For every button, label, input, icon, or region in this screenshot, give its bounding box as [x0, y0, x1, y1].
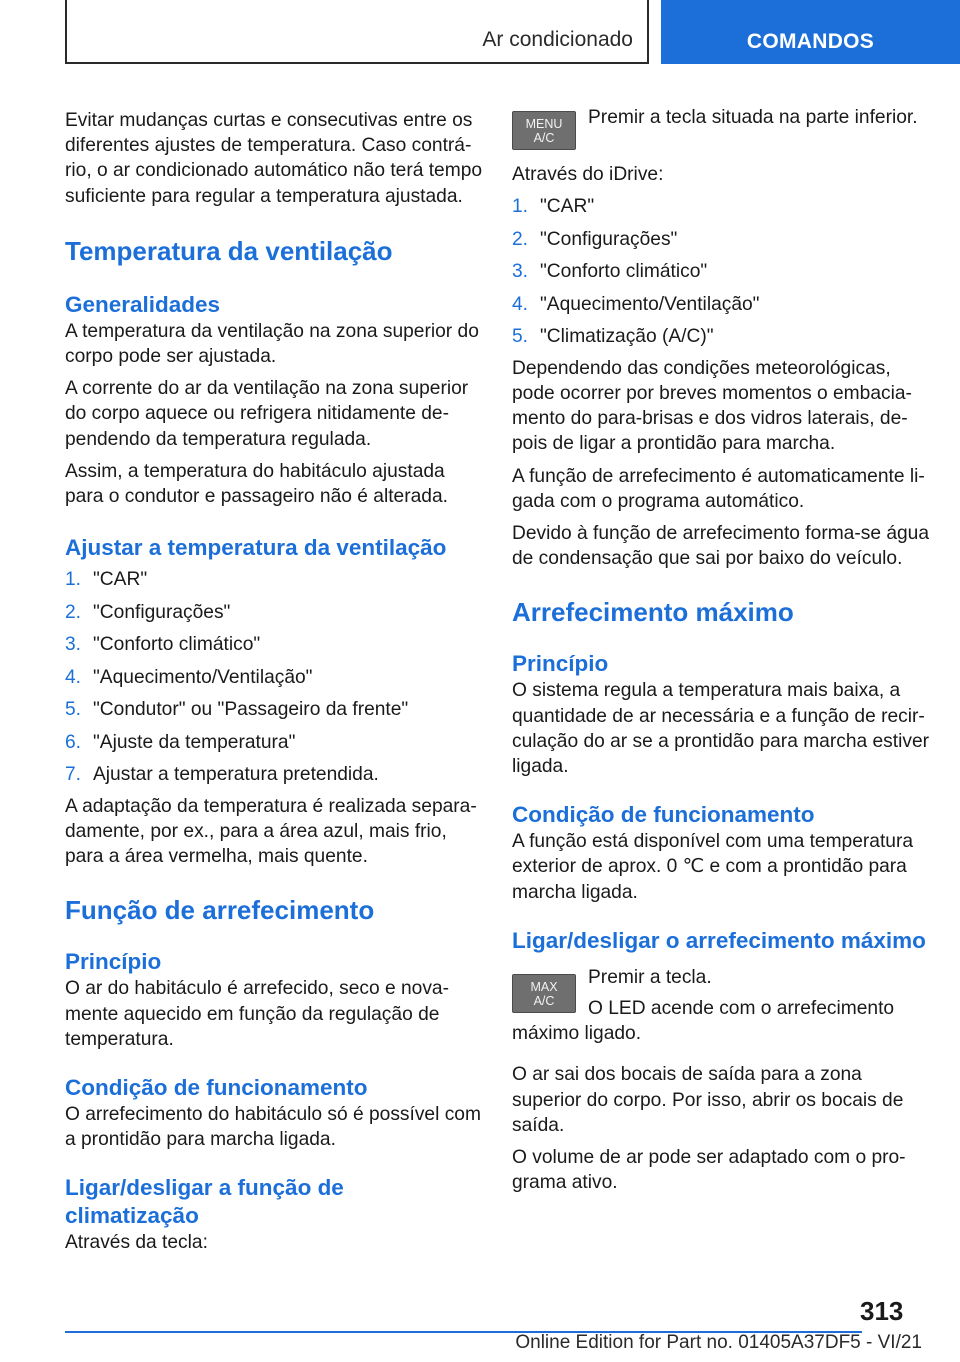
- list-item: 2. "Configurações": [512, 228, 678, 250]
- heading-condicao-max: Condição de funcionamento: [512, 802, 815, 828]
- heading-principio-max: Princípio: [512, 651, 609, 677]
- list-item: 1. "CAR": [512, 196, 595, 218]
- menu-ac-key-text: Premir a tecla situada na parte inferior.: [588, 107, 918, 128]
- list-item: 3. "Conforto climático": [65, 634, 261, 656]
- heading-generalidades: Generalidades: [65, 291, 221, 317]
- list-item: 4. "Aquecimento/Ventilação": [65, 666, 313, 688]
- heading-principio: Princípio: [65, 949, 162, 975]
- condicao-max-paragraph: A função está disponível com uma temperatura exterior de aprox. 0 ℃ e com a prontidão para marcha ligada.: [512, 831, 914, 903]
- list-item: 6. "Ajuste da temperatura": [65, 731, 296, 753]
- heading-arrefecimento-maximo: Arrefecimento máximo: [512, 597, 794, 628]
- heading-temperatura-ventilacao: Temperatura da ventilação: [65, 235, 393, 266]
- list-item: 2. "Configurações": [65, 601, 231, 623]
- left-column: [65, 100, 483, 1256]
- menu-ac-key-row: [512, 105, 930, 157]
- heading-ligar-max: Ligar/desligar o arrefecimento máximo: [512, 927, 926, 953]
- heading-condicao-funcionamento: Condição de funcionamento: [65, 1074, 368, 1100]
- max-ac-button-icon: MAX A/C: [512, 974, 576, 1013]
- generalidades-p2: A corrente do ar da ventilação na zona superior do corpo aquece ou refrigera nitidamente de- pendendo da temperatura regulada.: [65, 378, 469, 450]
- page-number: 313: [860, 1296, 904, 1326]
- header-section-tab: [65, 0, 649, 64]
- list-item: 5. "Climatização (A/C)": [512, 326, 714, 348]
- list-item: 4. "Aquecimento/Ventilação": [512, 293, 760, 315]
- chapter-title: COMANDOS: [746, 30, 875, 53]
- intro-paragraph: Evitar mudanças curtas e consecutivas entre os diferentes ajustes de temperatura. Caso contrá- rio, o ar condicionado automático não terá tempo suficiente para regular a temperatura ajustada.: [65, 110, 483, 207]
- list-item: 3. "Conforto climático": [512, 261, 708, 283]
- heading-ligar-climatizacao: Ligar/desligar a função de climatização: [65, 1175, 344, 1229]
- condicao-paragraph: O arrefecimento do habitáculo só é possível com a prontidão para marcha ligada.: [65, 1103, 481, 1151]
- section-title: Ar condicionado: [482, 28, 633, 51]
- max-ac-key-text: Premir a tecla.: [588, 966, 712, 988]
- principio-paragraph: O ar do habitáculo é arrefecido, seco e nova- mente aquecido em função da regulação de temperatura.: [65, 978, 449, 1050]
- right-column: [512, 100, 930, 1195]
- list-item: 5. "Condutor" ou "Passageiro da frente": [65, 699, 409, 721]
- depend-paragraph: Dependendo das condições meteorológicas, pode ocorrer por breves momentos o embacia- mento do para-brisas e dos vidros laterais, de- pois de ligar a prontidão para marcha.: [512, 357, 912, 455]
- ligar-paragraph: Através da tecla:: [65, 1232, 208, 1254]
- heading-funcao-arrefecimento: Função de arrefecimento: [65, 895, 375, 926]
- idrive-paragraph: Através do iDrive:: [512, 164, 664, 185]
- funcao-paragraph: A função de arrefecimento é automaticamente li- gada com o programa automático.: [512, 465, 925, 512]
- sai-paragraph: O ar sai dos bocais de saída para a zona superior do corpo. Por isso, abrir os bocais de saída.: [512, 1064, 904, 1136]
- list-item: 7. Ajustar a temperatura pretendida.: [65, 764, 379, 786]
- list-item: 1. "CAR": [65, 569, 148, 591]
- devido-paragraph: Devido à função de arrefecimento forma-se água de condensação que sai por baixo do veículo.: [512, 522, 930, 570]
- ajustar-steps-list: [65, 564, 483, 792]
- volume-paragraph: O volume de ar pode ser adaptado com o pro- grama ativo.: [512, 1146, 906, 1194]
- generalidades-p1: A temperatura da ventilação na zona superior do corpo pode ser ajustada.: [65, 320, 479, 368]
- header-chapter-tab: [661, 0, 960, 64]
- idrive-steps-list: [512, 191, 930, 354]
- ajustar-paragraph: A adaptação da temperatura é realizada separa- damente, por ex., para a área azul, mais frio, para a área vermelha, mais quente.: [65, 795, 477, 868]
- generalidades-p3: Assim, a temperatura do habitáculo ajustada para o condutor e passageiro não é alterada.: [65, 460, 448, 508]
- menu-ac-button-icon: MENU A/C: [512, 111, 576, 150]
- heading-ajustar-temperatura: Ajustar a temperatura da ventilação: [65, 535, 447, 561]
- max-ac-led-text: O LED acende com o arrefecimento máximo ligado.: [512, 997, 895, 1045]
- principio-max-paragraph: O sistema regula a temperatura mais baixa, a quantidade de ar necessária e a função de recir- culação do ar se a prontidão para marcha estiver ligada.: [512, 680, 930, 777]
- max-ac-key-row: [512, 965, 930, 1047]
- footer-edition: Online Edition for Part no. 01405A37DF5 - VI/21: [515, 1332, 922, 1353]
